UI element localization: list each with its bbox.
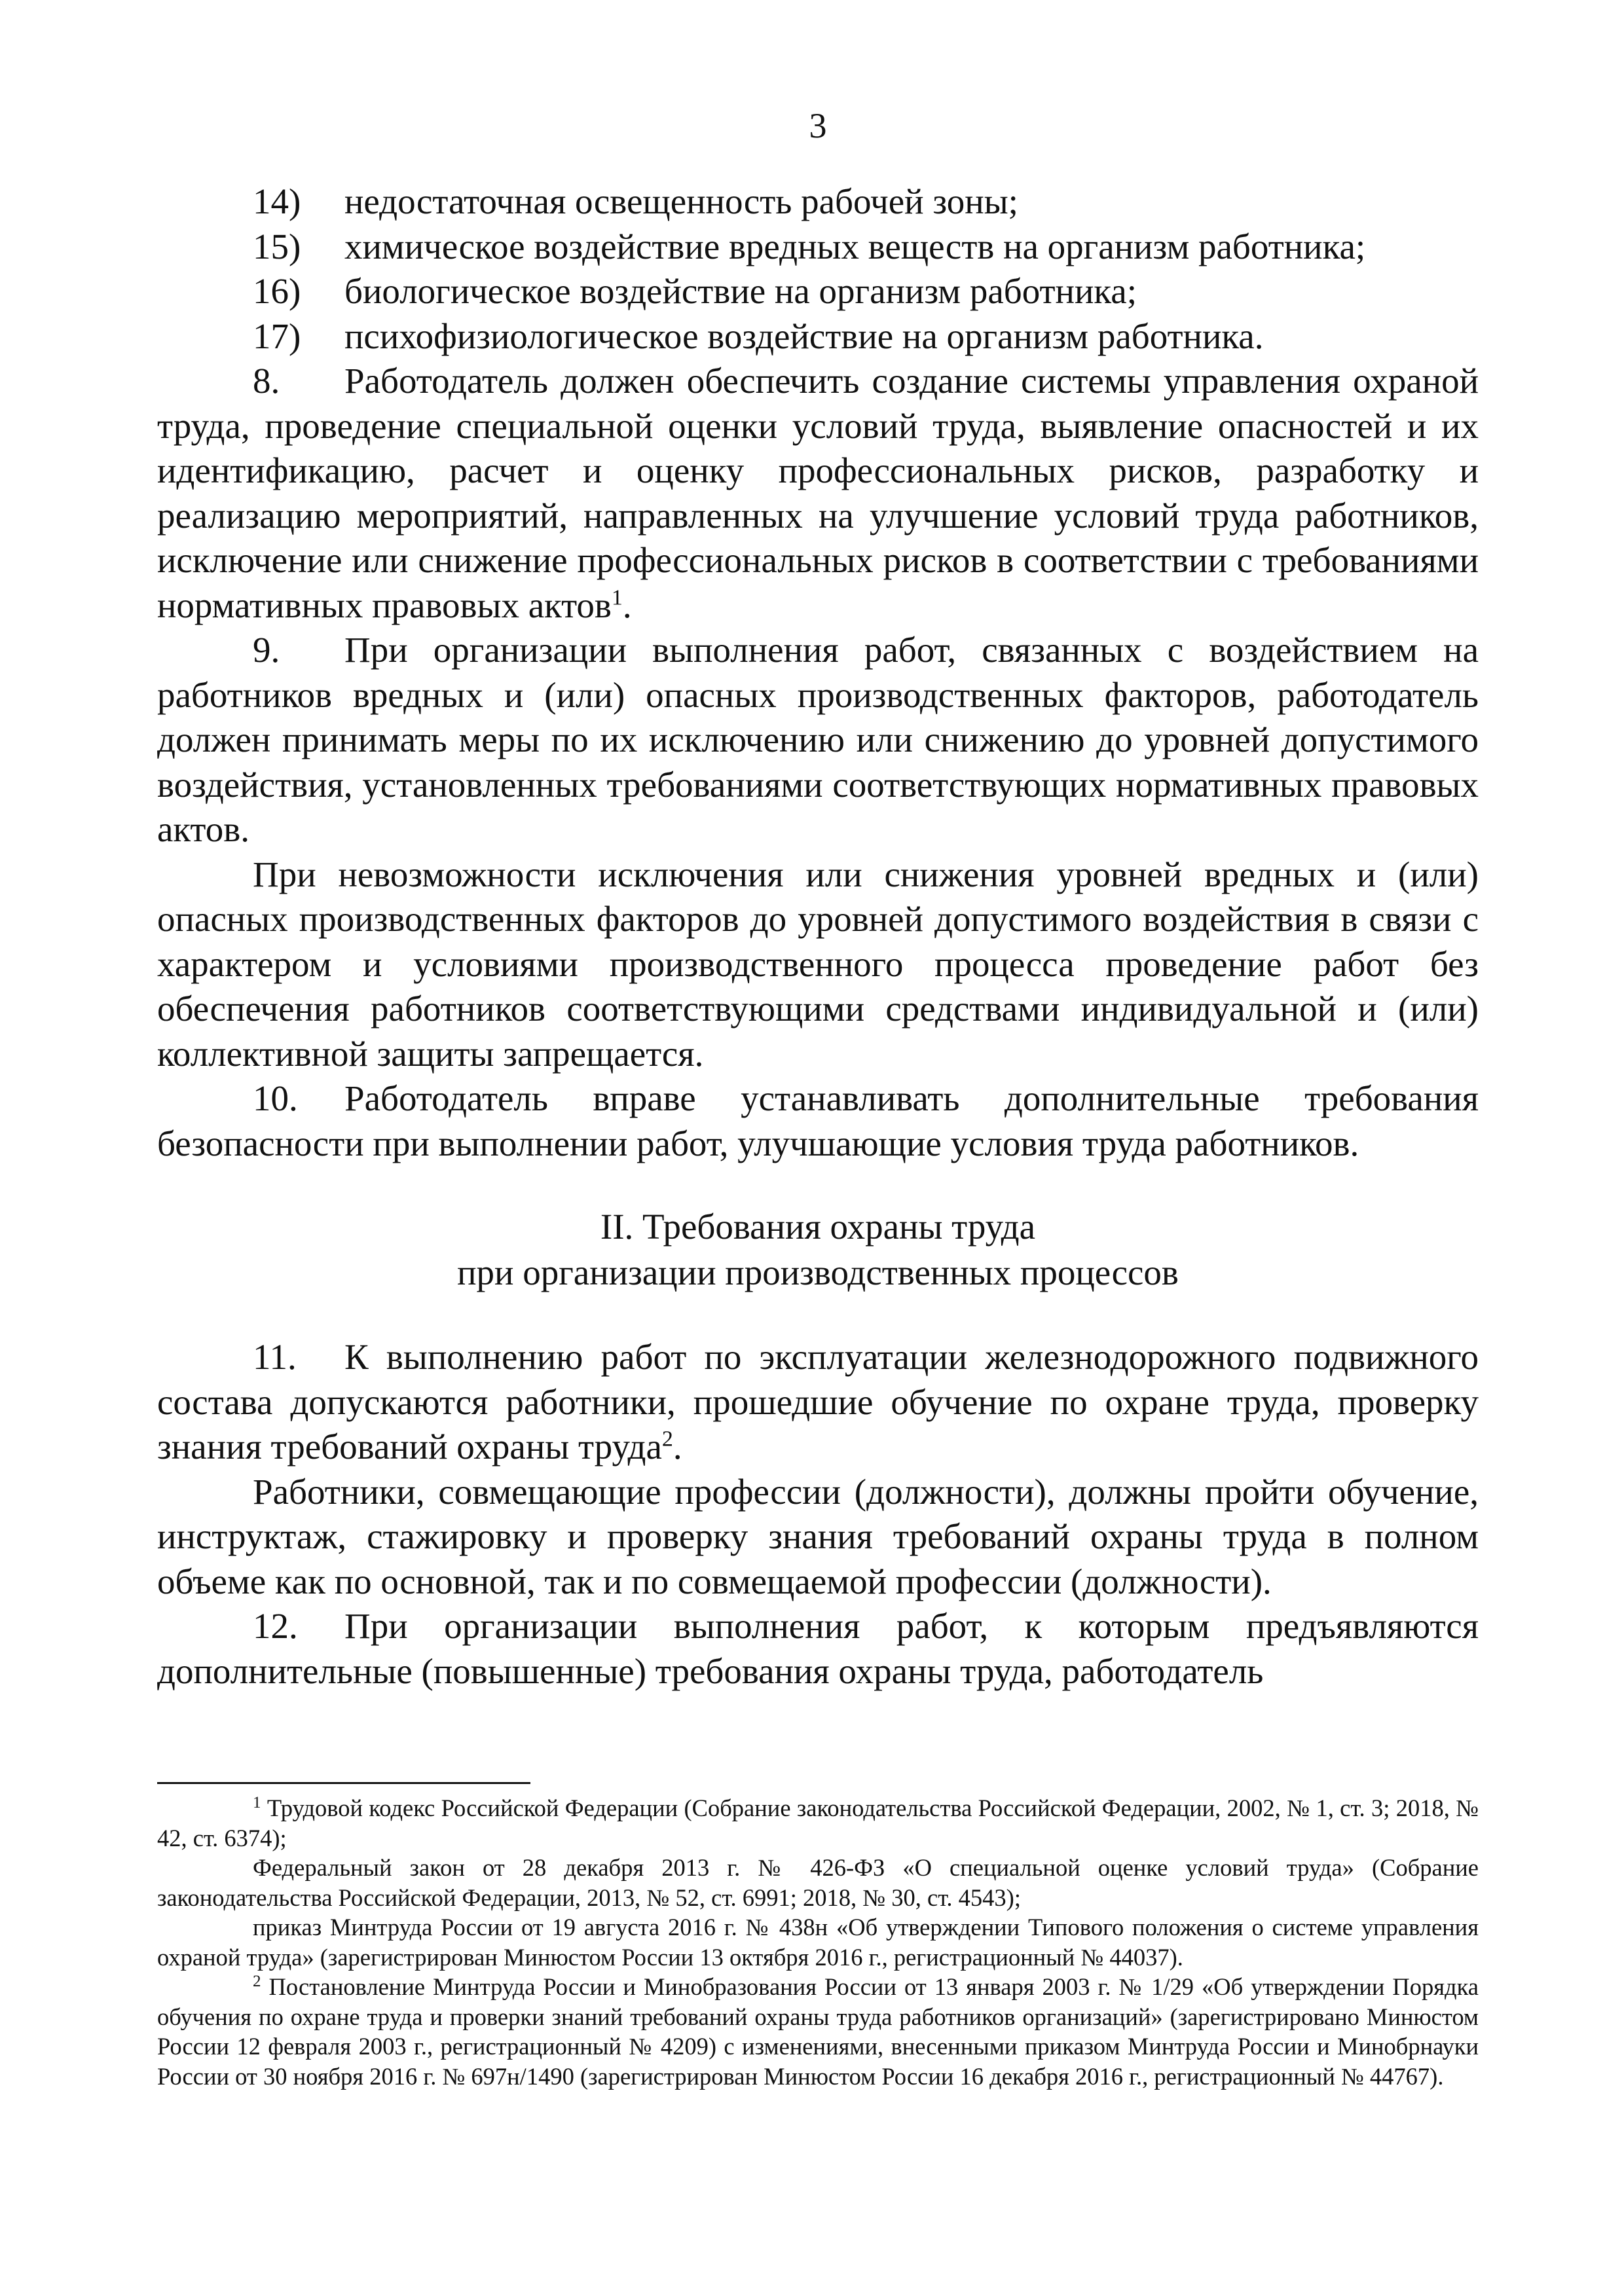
footnotes: [157, 1782, 1479, 2091]
footnote: [157, 1972, 1479, 2091]
paragraph-end: .: [673, 1427, 682, 1467]
list-item-text: недостаточная освещенность рабочей зоны;: [344, 181, 1018, 221]
footnote-ref[interactable]: 2: [661, 1427, 673, 1451]
body-text: [157, 179, 1479, 1694]
list-item-number: 16): [253, 271, 301, 311]
list-item-text: химическое воздействие вредных веществ на организм работника;: [344, 226, 1366, 266]
footnote: [157, 1793, 1479, 1853]
paragraph-number: 11.: [253, 1337, 297, 1377]
footnote-ref[interactable]: 1: [611, 585, 623, 610]
paragraph-text: При организации выполнения работ, к которым предъявляются дополнительные (повышенные) требования охраны труда, работодатель: [157, 1606, 1479, 1691]
list-item-number: 17): [253, 316, 301, 356]
section-heading-line-1: II. Требования охраны труда: [600, 1207, 1036, 1247]
paragraph-10: [157, 1076, 1479, 1166]
paragraph-11-continued: Работники, совмещающие профессии (должности), должны пройти обучение, инструктаж, стажировку и проверку знания требований охраны труда в полном объеме как по основной, так и по совмещаемой профессии (должности).: [157, 1471, 1479, 1601]
paragraph-number: 9.: [253, 630, 280, 670]
footnote-marker: 1: [253, 1793, 261, 1812]
footnote: [157, 1912, 1479, 1972]
list-item: [157, 314, 1479, 359]
paragraph-number: 8.: [253, 361, 280, 401]
footnote-text: Федеральный закон от 28 декабря 2013 г. № 426-ФЗ «О специальной оценке условий труда» (Собрание законодательства Российской Федерации, 2013, № 52, ст. 6991; 2018, № 30, ст. 4543);: [157, 1854, 1479, 1911]
footnote-text: Постановление Минтруда России и Минобразования России от 13 января 2003 г. № 1/29 «Об утверждении Порядка обучения по охране труда и проверки знаний требований охраны труда работников организаций» (зарегистрировано Минюстом России 12 февраля 2003 г., регистрационный № 4209) с изменениями, внесенными приказом Минтруда России и Минобрнауки России от 30 ноября 2016 г. № 697н/1490 (зарегистрирован Минюстом России 16 декабря 2016 г., регистрационный № 44767).: [157, 1973, 1479, 2090]
section-heading: [157, 1204, 1479, 1296]
list-item-text: психофизиологическое воздействие на организм работника.: [344, 316, 1264, 356]
paragraph-text: К выполнению работ по эксплуатации железнодорожного подвижного состава допускаются работники, прошедшие обучение по охране труда, проверку знания требований охраны труда: [157, 1337, 1479, 1467]
page-number: 3: [809, 106, 827, 145]
paragraph-number: 10.: [253, 1078, 298, 1118]
paragraph-9-continued: При невозможности исключения или снижения уровней вредных и (или) опасных производственных факторов до уровней допустимого воздействия в связи с характером и условиями производственного процесса проведение работ без обеспечения работников соответствующими средствами индивидуальной и (или) коллективной защиты запрещается.: [157, 854, 1479, 1074]
paragraph-text: При организации выполнения работ, связанных с воздействием на работников вредных и (или) опасных производственных факторов, работодатель должен принимать меры по их исключению или снижению до уровней допустимого воздействия, установленных требованиями соответствующих нормативных правовых актов.: [157, 630, 1479, 849]
paragraph-9: [157, 628, 1479, 852]
paragraph-number: 12.: [253, 1606, 298, 1646]
paragraph-12: [157, 1604, 1479, 1694]
footnote-marker: 2: [253, 1972, 261, 1990]
footnote-text: Трудовой кодекс Российской Федерации (Собрание законодательства Российской Федерации, 2002, № 1, ст. 3; 2018, № 42, ст. 6374);: [157, 1795, 1479, 1851]
list-item-number: 15): [253, 226, 301, 266]
list-item: [157, 179, 1479, 225]
footnote: [157, 1853, 1479, 1912]
paragraph-11: [157, 1335, 1479, 1470]
list-item: [157, 269, 1479, 314]
list-item-number: 14): [253, 181, 301, 221]
section-heading-line-2: при организации производственных процессов: [457, 1252, 1179, 1292]
list-item: [157, 225, 1479, 270]
paragraph-end: .: [622, 585, 632, 625]
paragraph-text: Работодатель вправе устанавливать дополнительные требования безопасности при выполнении работ, улучшающие условия труда работников.: [157, 1078, 1479, 1163]
footnote-divider: [157, 1782, 530, 1784]
paragraph-text: Работодатель должен обеспечить создание системы управления охраной труда, проведение специальной оценки условий труда, выявление опасностей и их идентификацию, расчет и оценку профессиональных рисков, разработку и реализацию мероприятий, направленных на улучшение условий труда работников, исключение или снижение профессиональных рисков в соответствии с требованиями нормативных правовых актов: [157, 361, 1479, 625]
paragraph-8: [157, 359, 1479, 628]
footnote-text: приказ Минтруда России от 19 августа 2016 г. № 438н «Об утверждении Типового положения о системе управления охраной труда» (зарегистрирован Минюстом России 13 октября 2016 г., регистрационный № 44037).: [157, 1914, 1479, 1971]
list-item-text: биологическое воздействие на организм работника;: [344, 271, 1137, 311]
